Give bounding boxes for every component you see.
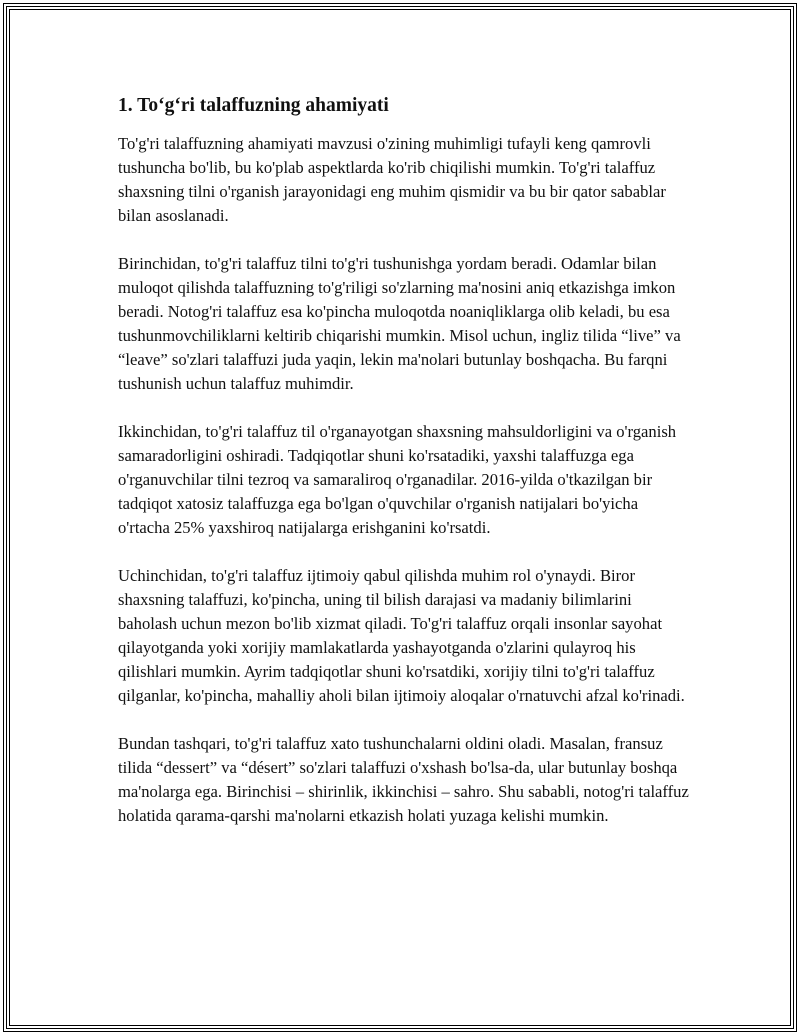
- paragraph-third-reason: Uchinchidan, to'g'ri talaffuz ijtimoiy qabul qilishda muhim rol o'ynaydi. Biror shaxsning talaffuzi, ko'pincha, uning til bilish darajasi va madaniy bilimlarini baholash uchun mezon bo'lib xizmat qiladi. To'g'ri talaffuz orqali insonlar sayohat qilayotganda yoki xorijiy mamlakatlarda yashayotganda o'zlarini qulayroq his qilishlari mumkin. Ayrim tadqiqotlar shuni ko'rsatdiki, xorijiy tilni to'g'ri talaffuz qilganlar, ko'pincha, mahalliy aholi bilan ijtimoiy aloqalar o'rnatuvchi afzal ko'rinadi.: [118, 566, 685, 705]
- paragraph-additional: Bundan tashqari, to'g'ri talaffuz xato tushunchalarni oldini oladi. Masalan, fransuz tilida “dessert” va “désert” so'zlari talaffuzi o'xshash bo'lsa-da, ular butunlay boshqa ma'nolarga ega. Birinchisi – shirinlik, ikkinchisi – sahro. Shu sababli, notog'ri talaffuz holatida qarama-qarshi ma'nolarni etkazish holati yuzaga kelishi mumkin.: [118, 734, 689, 825]
- document-body: [118, 92, 690, 852]
- paragraph-first-reason: Birinchidan, to'g'ri talaffuz tilni to'g'ri tushunishga yordam beradi. Odamlar bilan muloqot qilishda talaffuzning to'g'riligi so'zlarning ma'nosini aniq etkazishga imkon beradi. Notog'ri talaffuz esa ko'pincha muloqotda noaniqliklarga olib keladi, bu esa tushunmovchiliklarni keltirib chiqarishi mumkin. Misol uchun, ingliz tilida “live” va “leave” so'zlari talaffuzi juda yaqin, lekin ma'nolari butunlay boshqacha. Bu farqni tushunish uchun talaffuz muhimdir.: [118, 254, 681, 393]
- paragraph-intro: To'g'ri talaffuzning ahamiyati mavzusi o'zining muhimligi tufayli keng qamrovli tushuncha bo'lib, bu ko'plab aspektlarda ko'rib chiqilishi mumkin. To'g'ri talaffuz shaxsning tilni o'rganish jarayonidagi eng muhim qismidir va bu bir qator sabablar bilan asoslanadi.: [118, 134, 666, 225]
- paragraph-second-reason: Ikkinchidan, to'g'ri talaffuz til o'rganayotgan shaxsning mahsuldorligini va o'rganish samaradorligini oshiradi. Tadqiqotlar shuni ko'rsatadiki, yaxshi talaffuzga ega o'rganuvchilar tilni tezroq va samaraliroq o'rganadilar. 2016-yilda o'tkazilgan bir tadqiqot xatosiz talaffuzga ega bo'lgan o'quvchilar o'rganish natijalari bo'yicha o'rtacha 25% yaxshiroq natijalarga erishganini ko'rsatdi.: [118, 422, 677, 537]
- section-heading: 1. To‘g‘ri talaffuzning ahamiyati: [118, 95, 389, 116]
